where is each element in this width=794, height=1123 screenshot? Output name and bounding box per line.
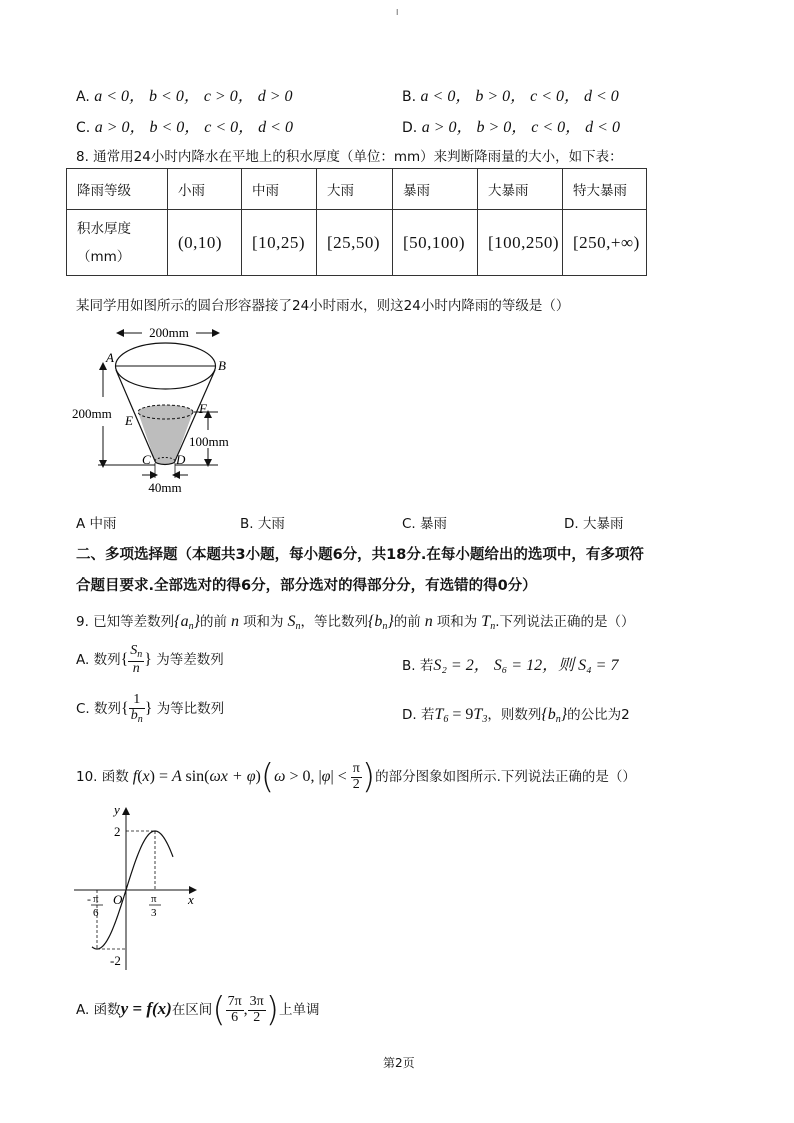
q8-question: 某同学用如图所示的圆台形容器接了24小时雨水，则这24小时内降雨的等级是（） [76,298,570,314]
axis-label-y: y [114,802,120,817]
page-number: 第2页 [383,1056,415,1070]
origin-label: O [113,892,123,907]
rainfall-table [66,168,647,276]
q8-option-a: A 中雨 [76,516,117,532]
tick-label-ymax: 2 [114,824,121,839]
label-bottom-diameter: 40mm [148,480,182,495]
tick-label-neg-sign: - [87,892,91,906]
tick-label-ymin: -2 [110,953,121,968]
sine-graph [70,800,200,972]
table-cell: [250,+∞) [563,210,647,276]
q10-stem: 10. 函数 f(x) = A sin(ωx + φ)(ω > 0, |φ| < $\frac{\pi}{2}$ )的部分图象如图所示.下列说法正确的是（） [76,757,636,797]
table-cell: [100,250) [478,210,563,276]
table-row [67,169,647,210]
q9-option-a: A. 数列{ $\frac{S_n}{n}$ } 为等差数列 [76,643,224,676]
point-d: D [176,452,186,467]
q7-option-a: A. a < 0， b < 0， c > 0， d > 0 [76,88,293,105]
table-cell: 暴雨 [393,169,478,210]
point-e: E [125,413,133,428]
q8-option-b: B. 大雨 [240,516,285,532]
table-cell: 中雨 [242,169,317,210]
frustum-figure [68,322,248,497]
label-water-height: 100mm [189,434,229,449]
table-cell: (0,10) [168,210,242,276]
q9-option-d: D. 若$T_6 = 9T_3$，则数列$\{b_n\}$的公比为2 [402,706,630,725]
label-height: 200mm [72,406,112,421]
q8-stem: 8. 通常用24小时内降水在平地上的积水厚度（单位：mm）来判断降雨量的大小，如下表： [76,149,623,165]
tick-label-neg-den: 6 [93,907,99,919]
tick-label-pos-num: π [151,893,157,905]
q10-option-a: A. 函数y = f(x)在区间( $\frac{7\pi}{6}$ , $\frac{3\pi}{2}$ )上单调 [76,990,320,1030]
point-a: A [106,350,114,365]
q7-option-c: C. a > 0， b < 0， c < 0， d < 0 [76,119,293,136]
table-cell: 特大暴雨 [563,169,647,210]
table-row [67,210,647,276]
q7-option-d: D. a > 0， b > 0， c < 0， d < 0 [402,119,620,136]
q7-option-b: B. a < 0， b > 0， c < 0， d < 0 [402,88,619,105]
label-top-diameter: 200mm [149,325,189,340]
table-cell: 积水厚度 （mm） [67,210,168,276]
q8-option-c: C. 暴雨 [402,516,448,532]
table-cell: 小雨 [168,169,242,210]
point-f: F [199,401,207,416]
table-cell: [50,100) [393,210,478,276]
section2-heading-line1: 二、多项选择题（本题共3小题，每小题6分，共18分.在每小题给出的选项中，有多项符 [76,547,644,563]
point-b: B [218,358,226,373]
table-cell: [25,50) [317,210,393,276]
table-cell: 降雨等级 [67,169,168,210]
table-cell: [10,25) [242,210,317,276]
axis-label-x: x [188,892,194,907]
point-c: C [142,452,151,467]
q9-option-b: B. 若S₂ = 2， S₆ = 12，则 S₄ = 7 [402,657,619,674]
q9-option-c: C. 数列{ $\frac{1}{b_n}$ } 为等比数列 [76,692,225,725]
tick-label-neg-num: π [93,893,99,905]
tick-label-pos-den: 3 [151,907,157,919]
table-cell: 大雨 [317,169,393,210]
q8-option-d: D. 大暴雨 [564,516,624,532]
water-surface [138,405,193,419]
table-cell: 大暴雨 [478,169,563,210]
section2-heading-line2: 合题目要求.全部选对的得6分，部分选对的得部分分，有选错的得0分） [76,578,537,594]
header-mark: I [396,8,399,17]
q9-stem: 9. 已知等差数列$\{a_n\}$的前 n 项和为 $S_n$，等比数列$\{b_n\}$的前 n 项和为 $T_n$.下列说法正确的是（） [76,613,635,632]
